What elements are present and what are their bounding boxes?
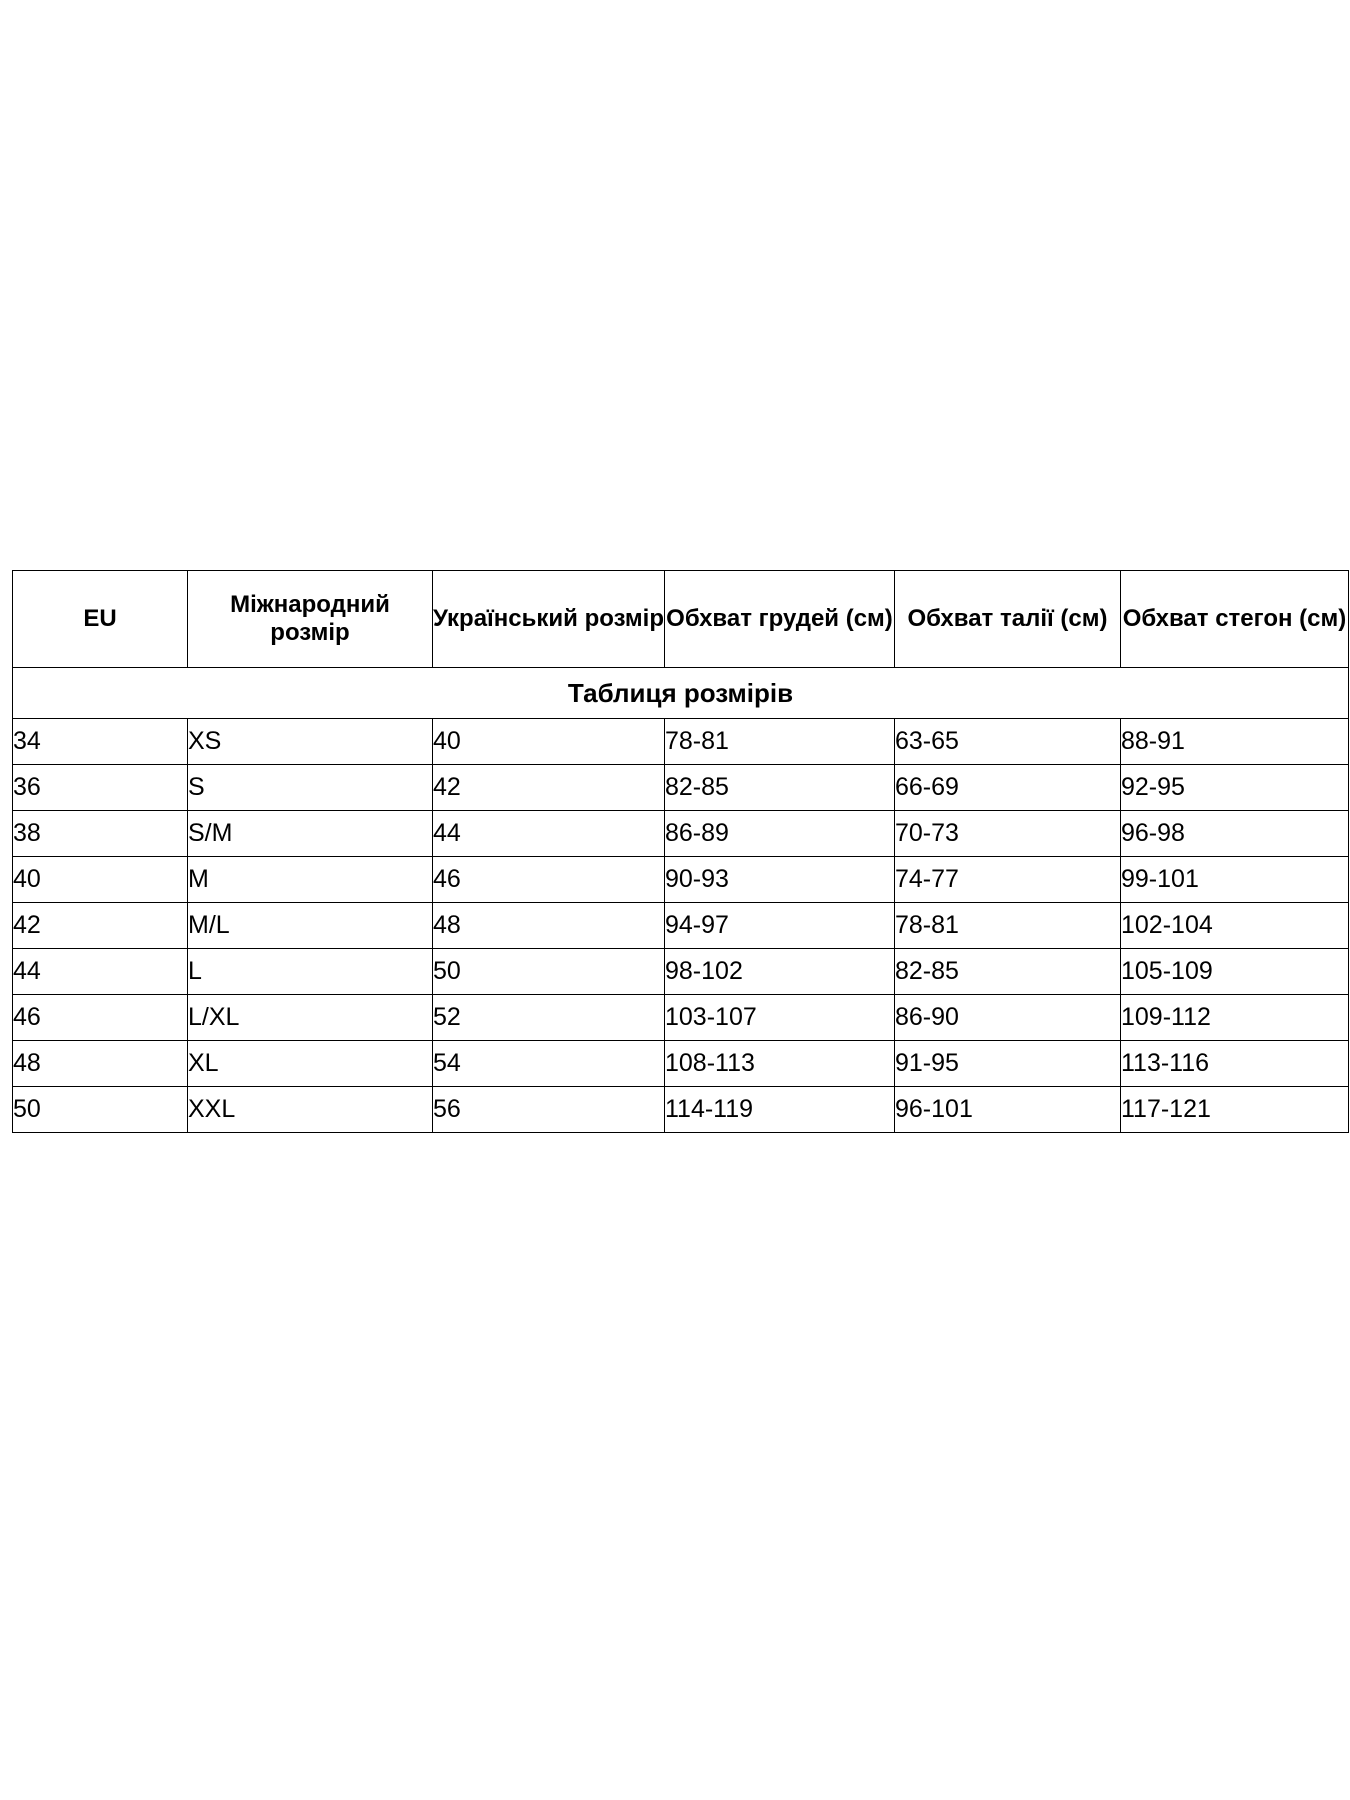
- cell-chest: 90-93: [665, 857, 895, 903]
- cell-international-size: M: [188, 857, 433, 903]
- cell-hips: 105-109: [1121, 949, 1349, 995]
- table-caption: Таблиця розмірів: [13, 668, 1349, 719]
- table-header-row: [13, 571, 1349, 668]
- cell-international-size: M/L: [188, 903, 433, 949]
- column-header-international-size: Міжнародний розмір: [188, 571, 433, 668]
- size-chart-table: [12, 570, 1349, 1133]
- cell-waist: 70-73: [895, 811, 1121, 857]
- cell-chest: 108-113: [665, 1041, 895, 1087]
- cell-hips: 117-121: [1121, 1087, 1349, 1133]
- column-header-hips: Обхват стегон (см): [1121, 571, 1349, 668]
- cell-waist: 74-77: [895, 857, 1121, 903]
- table-caption-row: [13, 668, 1349, 719]
- size-chart-container: [12, 570, 1348, 1133]
- column-header-chest: Обхват грудей (см): [665, 571, 895, 668]
- cell-waist: 66-69: [895, 765, 1121, 811]
- cell-ukrainian-size: 54: [433, 1041, 665, 1087]
- cell-ukrainian-size: 50: [433, 949, 665, 995]
- cell-eu: 50: [13, 1087, 188, 1133]
- table-row: [13, 903, 1349, 949]
- cell-international-size: XXL: [188, 1087, 433, 1133]
- table-row: [13, 857, 1349, 903]
- cell-international-size: S/M: [188, 811, 433, 857]
- cell-eu: 46: [13, 995, 188, 1041]
- column-header-waist: Обхват талії (см): [895, 571, 1121, 668]
- cell-international-size: XL: [188, 1041, 433, 1087]
- cell-waist: 82-85: [895, 949, 1121, 995]
- cell-international-size: S: [188, 765, 433, 811]
- cell-waist: 63-65: [895, 719, 1121, 765]
- cell-chest: 86-89: [665, 811, 895, 857]
- column-header-eu: EU: [13, 571, 188, 668]
- cell-waist: 96-101: [895, 1087, 1121, 1133]
- cell-chest: 98-102: [665, 949, 895, 995]
- cell-chest: 94-97: [665, 903, 895, 949]
- cell-ukrainian-size: 46: [433, 857, 665, 903]
- table-row: [13, 765, 1349, 811]
- cell-international-size: XS: [188, 719, 433, 765]
- cell-eu: 42: [13, 903, 188, 949]
- cell-ukrainian-size: 44: [433, 811, 665, 857]
- cell-hips: 96-98: [1121, 811, 1349, 857]
- table-row: [13, 1041, 1349, 1087]
- column-header-ukrainian-size: Український розмір: [433, 571, 665, 668]
- table-row: [13, 949, 1349, 995]
- table-row: [13, 1087, 1349, 1133]
- cell-hips: 92-95: [1121, 765, 1349, 811]
- cell-hips: 102-104: [1121, 903, 1349, 949]
- table-row: [13, 719, 1349, 765]
- cell-hips: 88-91: [1121, 719, 1349, 765]
- cell-international-size: L: [188, 949, 433, 995]
- table-row: [13, 995, 1349, 1041]
- cell-waist: 78-81: [895, 903, 1121, 949]
- cell-eu: 48: [13, 1041, 188, 1087]
- cell-ukrainian-size: 40: [433, 719, 665, 765]
- cell-chest: 78-81: [665, 719, 895, 765]
- table-row: [13, 811, 1349, 857]
- cell-eu: 34: [13, 719, 188, 765]
- cell-chest: 82-85: [665, 765, 895, 811]
- cell-waist: 91-95: [895, 1041, 1121, 1087]
- cell-eu: 38: [13, 811, 188, 857]
- cell-chest: 114-119: [665, 1087, 895, 1133]
- cell-international-size: L/XL: [188, 995, 433, 1041]
- cell-ukrainian-size: 52: [433, 995, 665, 1041]
- cell-waist: 86-90: [895, 995, 1121, 1041]
- cell-chest: 103-107: [665, 995, 895, 1041]
- cell-hips: 113-116: [1121, 1041, 1349, 1087]
- cell-hips: 99-101: [1121, 857, 1349, 903]
- cell-ukrainian-size: 42: [433, 765, 665, 811]
- cell-ukrainian-size: 48: [433, 903, 665, 949]
- cell-ukrainian-size: 56: [433, 1087, 665, 1133]
- cell-eu: 36: [13, 765, 188, 811]
- cell-hips: 109-112: [1121, 995, 1349, 1041]
- cell-eu: 44: [13, 949, 188, 995]
- cell-eu: 40: [13, 857, 188, 903]
